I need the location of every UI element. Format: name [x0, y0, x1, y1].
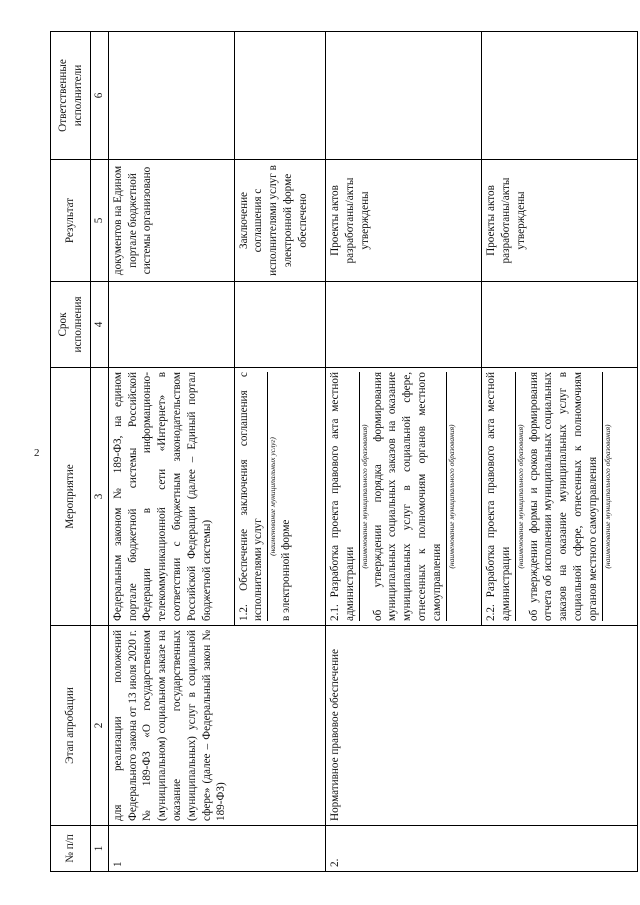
row2-stage: Нормативное правовое обеспечение	[326, 626, 638, 826]
header-activity: Мероприятие	[51, 368, 91, 626]
col-number-1: 1	[91, 826, 109, 872]
row1-result-cont: документов на Едином портале бюджетной системы организовано	[108, 160, 234, 282]
row2-activity-2-1-text: 2.1. Разработка проекта правового акта местной администрации	[329, 372, 356, 621]
header-row	[51, 32, 91, 872]
header-responsible: Ответственные исполнители	[51, 32, 91, 160]
row1-responsible-b	[234, 32, 325, 160]
row1-deadline-b	[234, 282, 325, 368]
row2-activity-2-2-text: 2.2. Разработка проекта правового акта местной администрации	[485, 372, 512, 621]
page-number: 2	[34, 447, 40, 459]
row1-responsible-a	[108, 32, 234, 160]
table-row-2a	[326, 32, 482, 872]
row2-activity-2-2-caption1: (наименование муниципального образования)	[515, 372, 525, 621]
row1-result-1-2: Заключение соглашения с исполнителями услуг в электронной форме обеспечено	[234, 160, 325, 282]
row2-deadline-a	[326, 282, 482, 368]
column-number-row	[91, 32, 109, 872]
row2-deadline-b	[482, 282, 638, 368]
header-deadline: Срок исполнения	[51, 282, 91, 368]
approbation-table-rotated	[50, 32, 638, 872]
row1-activity-1-2-text-b: в электронной форме	[280, 519, 293, 621]
row2-responsible-a	[326, 32, 482, 160]
table-row-1a	[108, 32, 234, 872]
col-number-6: 6	[91, 32, 109, 160]
row2-activity-2-1-text-b: об утверждении порядка формирования муниципальных социальных заказов на оказание муниципальных услуг в социальной сфере, отнесенных к полномочиям органов местного самоуправления	[371, 372, 443, 621]
header-num: № п/п	[51, 826, 91, 872]
row2-activity-2-2-text-b: об утверждении формы и сроков формирования отчета об исполнении муниципальных социальных заказов на оказание муниципальных услуг в социальной сфере, отнесенных к полномочиям органов местного самоуправления	[527, 372, 599, 621]
row2-result-2-1: Проекты актов разработаны/акты утверждены	[326, 160, 482, 282]
row1-activity-cont: Федеральным законом № 189-ФЗ, на едином портале бюджетной системы Российской Федерации в информационно-телекоммуникационной сети «Интернет» в соответствии с бюджетным законодательством Российской Федерации (далее – Единый портал бюджетной системы)	[108, 368, 234, 626]
row2-result-2-2: Проекты актов разработаны/акты утверждены	[482, 160, 638, 282]
row2-activity-2-2	[482, 368, 638, 626]
row2-activity-2-1-caption2: (наименование муниципального образования)	[446, 372, 456, 621]
col-number-5: 5	[91, 160, 109, 282]
row1-num: 1	[108, 826, 325, 872]
row1-activity-1-2-text: 1.2. Обеспечение заключения соглашения с исполнителями услуг	[237, 372, 265, 621]
row2-activity-2-1-caption1: (наименование муниципального образования)	[359, 372, 369, 621]
row1-activity-1-2	[234, 368, 325, 626]
row1-activity-1-2-caption: (наименование муниципальных услуг)	[267, 372, 277, 621]
row2-num: 2.	[326, 826, 638, 872]
header-result: Результат	[51, 160, 91, 282]
col-number-3: 3	[91, 368, 109, 626]
row2-activity-2-2-caption2: (наименование муниципального образования)	[602, 372, 612, 621]
row2-responsible-b	[482, 32, 638, 160]
col-number-2: 2	[91, 626, 109, 826]
approbation-table	[50, 31, 638, 872]
row1-stage: для реализации положений Федерального закона от 13 июля 2020 г. № 189-ФЗ «О государственном (муниципальном) социальном заказе на оказание государственных (муниципальных) услуг в социальной сфере» (далее – Федеральный закон № 189-ФЗ)	[108, 626, 325, 826]
col-number-4: 4	[91, 282, 109, 368]
header-stage: Этап апробации	[51, 626, 91, 826]
row2-activity-2-1	[326, 368, 482, 626]
row1-deadline-a	[108, 282, 234, 368]
